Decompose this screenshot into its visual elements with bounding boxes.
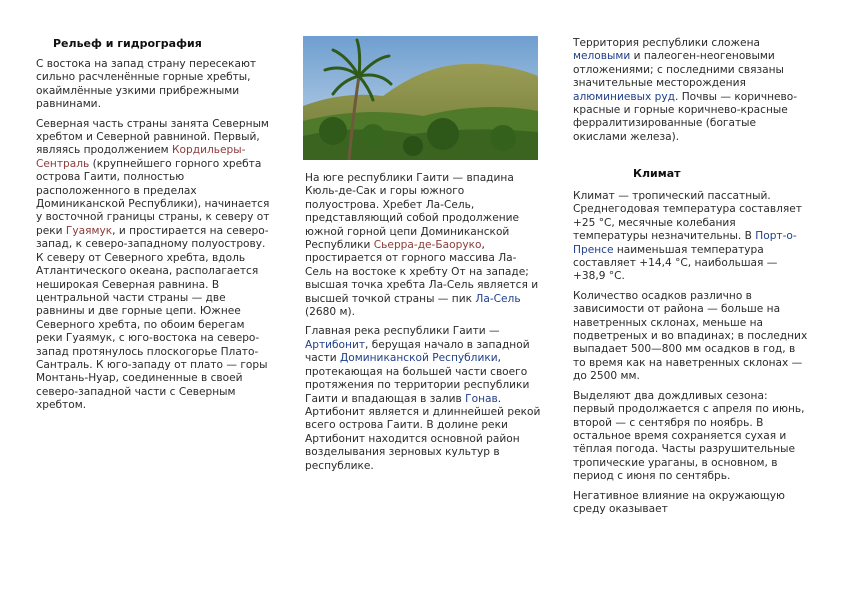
paragraph-climate-3: Выделяют два дождливых сезона: первый продолжается с апреля по июнь, второй — с сентября по ноябрь. В остальное время сохраняется сухая и тёплая погода. Часты разрушительные тропические ураганы, в основном, в период с июня по сентябрь. <box>573 389 805 483</box>
text: (крупнейшего горного хребта острова Гаити, полностью расположенного в пределах Доминиканской Республики), начинается у восточной границы страны, к северу от реки <box>36 157 270 237</box>
column-relief-body <box>36 58 272 419</box>
column-geology-body <box>573 37 809 150</box>
link-guayamouc[interactable]: Гуаямук <box>65 224 113 237</box>
link-gonave[interactable]: Гонав <box>465 392 498 405</box>
text: . Почвы — коричнево-красные и горные коричнево-красные ферралитизированные (богатые окислами железа). <box>573 90 798 143</box>
paragraph-climate-4: Негативное влияние на окружающую среду оказывает <box>573 489 785 515</box>
text: Главная река республики Гаити — <box>305 325 500 338</box>
column-climate-body <box>573 190 809 522</box>
text: Северная часть страны занята Северным хребтом и Северной равниной. Первый, являясь продолжением <box>36 117 269 157</box>
text: , простирается от горного массива Ла-Сель на востоке к хребту От на западе; высшая точка хребта Ла-Сель является и высшей точкой страны — пик <box>305 239 539 305</box>
paragraph-climate-1 <box>573 190 809 284</box>
paragraph-climate-2: Количество осадков различно в зависимости от района — больше на наветренных склонах, меньше на подветреных и во впадинах; в последних выпадает 500—800 мм осадков в год, в то время как на наветренных склонах — до 2500 мм. <box>573 289 808 383</box>
link-sierra-de-bahoruco[interactable]: Сьерра-де-Баоруко <box>373 239 482 252</box>
text: Территория республики сложена <box>573 37 760 49</box>
text: наименьшая температура составляет +14,4 °C, наибольшая — +38,9 °C. <box>573 243 778 283</box>
heading-climate: Климат <box>633 167 681 180</box>
text: , и простирается на северо-запад, к северо-западному полуострову. К северу от Северного хребта, вдоль Атлантического океана, располагается неширокая Северная равнина. В центральной части страны — две равнины и две горные цепи. Южнее Северного хребта, по обоим берегам реки Гуаямук, с юго-востока на северо-запад протянулось плоскогорье Плато-Сантраль. К юго-западу от плато — горы Монтань-Нуар, соединенные в своей северо-западной части с Северным хребтом. <box>36 224 269 412</box>
text: Климат — тропический пассатный. Среднегодовая температура составляет +25 °C, месячные колебания температуры незначительны. В <box>573 190 802 243</box>
text: На юге республики Гаити — впадина Кюль-де-Сак и горы южного полуострова. Хребет Ла-Сель, представляющий собой продолжение южной горной цепи Доминиканской Республики <box>305 172 520 252</box>
text: (2680 м). <box>305 306 355 319</box>
landscape-photo <box>303 36 538 160</box>
text: . Артибонит является и длиннейшей рекой всего острова Гаити. В долине реки Артибонит находится основной район возделывания зерновых культур в республике. <box>305 392 541 472</box>
link-cordillera-central[interactable]: Кордильеры-Сентраль <box>36 144 246 170</box>
palm-landscape-image <box>303 36 538 160</box>
heading-relief: Рельеф и гидрография <box>53 37 202 50</box>
paragraph-river <box>305 325 541 472</box>
text: , протекающая на большей части своего протяжения по территории республики Гаити и впадающая в залив <box>305 352 530 405</box>
link-port-au-prince[interactable]: Порт-о-Пренсе <box>573 230 797 256</box>
link-dominican-republic[interactable]: Доминиканской Республики <box>340 352 498 365</box>
link-la-selle[interactable]: Ла-Сель <box>475 292 521 305</box>
text: и палеоген-неогеновыми отложениями; с последними связаны значительные месторождения <box>573 50 784 90</box>
column-south-body <box>305 172 541 479</box>
paragraph-relief-1: С востока на запад страну пересекают сильно расчленённые горные хребты, окаймлённые узкими прибрежными равнинами. <box>36 58 257 111</box>
paragraph-geology <box>573 37 809 144</box>
link-artibonite[interactable]: Артибонит <box>305 338 366 351</box>
text: , берущая начало в западной части <box>305 338 530 365</box>
paragraph-south-1 <box>305 172 541 319</box>
link-aluminium-ores[interactable]: алюминиевых руд <box>573 90 675 103</box>
paragraph-relief-2 <box>36 118 272 413</box>
link-cretaceous[interactable]: меловыми <box>573 50 631 63</box>
